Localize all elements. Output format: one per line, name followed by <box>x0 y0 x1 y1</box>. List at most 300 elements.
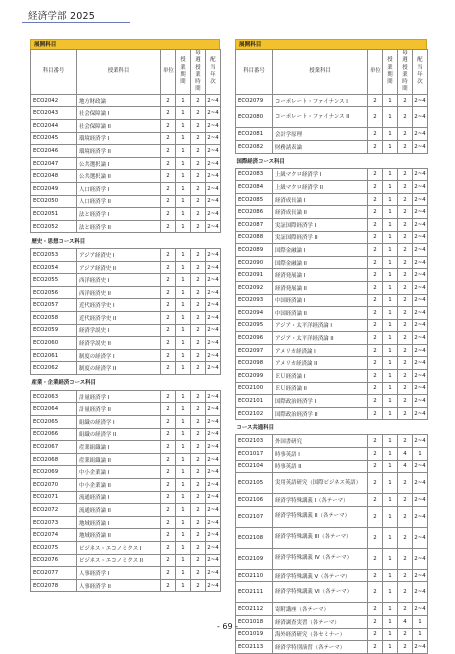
course-name: 産業組織論 II <box>77 453 161 466</box>
course-name: 国際金融論 II <box>273 256 368 269</box>
credits: 2 <box>161 529 176 542</box>
year: 2~4 <box>413 244 428 257</box>
credits: 2 <box>161 220 176 233</box>
course-code: ECO2063 <box>31 390 77 403</box>
term: 1 <box>383 244 398 257</box>
table-row <box>236 506 428 527</box>
course-code: ECO2052 <box>31 220 77 233</box>
course-name: 実証国際経済学 I <box>273 218 368 231</box>
course-code: ECO2104 <box>236 460 273 473</box>
term: 1 <box>383 473 398 494</box>
course-code: ECO2102 <box>236 407 273 420</box>
credits: 2 <box>368 244 383 257</box>
weekly-hours: 2 <box>191 195 206 208</box>
course-code: ECO2078 <box>31 579 77 592</box>
course-code: ECO2084 <box>236 181 273 194</box>
course-name: 経済学特別演習（各テーマ） <box>273 641 368 654</box>
year: 2~4 <box>206 208 221 221</box>
weekly-hours: 2 <box>398 407 413 420</box>
table-row <box>236 193 428 206</box>
weekly-hours: 2 <box>398 244 413 257</box>
course-name: 組織の経済学 II <box>77 428 161 441</box>
credits: 2 <box>368 435 383 448</box>
course-name: 実用英語研究（国際ビジネス英語） <box>273 473 368 494</box>
category-label: 国際経済コース科目 <box>236 153 428 168</box>
term: 1 <box>176 195 191 208</box>
credits: 2 <box>161 516 176 529</box>
credits: 2 <box>368 281 383 294</box>
term: 1 <box>383 506 398 527</box>
table-row <box>236 344 428 357</box>
term: 1 <box>383 357 398 370</box>
year: 2~4 <box>413 193 428 206</box>
credits: 2 <box>368 94 383 107</box>
credits: 2 <box>161 567 176 580</box>
credits: 2 <box>368 407 383 420</box>
table-row <box>31 529 221 542</box>
year: 2~4 <box>413 603 428 616</box>
credits: 2 <box>368 269 383 282</box>
table-row <box>236 473 428 494</box>
course-name: 組織の経済学 I <box>77 416 161 429</box>
course-name: 経済学特殊講義 V（各テーマ） <box>273 569 368 582</box>
credits: 2 <box>161 170 176 183</box>
category-row <box>31 233 221 249</box>
table-row <box>31 195 221 208</box>
term: 1 <box>176 479 191 492</box>
year: 2~4 <box>206 567 221 580</box>
term: 1 <box>383 256 398 269</box>
course-code: ECO2110 <box>236 569 273 582</box>
course-name: コーポレート・ファイナンス II <box>273 107 368 128</box>
term: 1 <box>383 628 398 641</box>
weekly-hours: 2 <box>398 332 413 345</box>
course-name: 中国経済論 II <box>273 307 368 320</box>
year: 2~4 <box>413 435 428 448</box>
weekly-hours: 2 <box>191 312 206 325</box>
course-code: ECO2046 <box>31 145 77 158</box>
weekly-hours: 2 <box>398 193 413 206</box>
year: 2~4 <box>413 460 428 473</box>
table-row <box>31 504 221 517</box>
year: 2~4 <box>413 407 428 420</box>
course-code: ECO2061 <box>31 349 77 362</box>
term: 1 <box>383 181 398 194</box>
term: 1 <box>383 206 398 219</box>
col-code-header: 科目番号 <box>236 50 273 95</box>
course-name: 会計学原理 <box>273 128 368 141</box>
weekly-hours: 2 <box>191 274 206 287</box>
credits: 2 <box>161 249 176 262</box>
weekly-hours: 2 <box>191 157 206 170</box>
credits: 2 <box>368 582 383 603</box>
category-row <box>236 153 428 168</box>
term: 1 <box>176 516 191 529</box>
credits: 2 <box>368 193 383 206</box>
weekly-hours: 2 <box>398 281 413 294</box>
year: 2~4 <box>413 140 428 153</box>
course-code: ECO2109 <box>236 548 273 569</box>
weekly-hours: 2 <box>191 466 206 479</box>
header-underline <box>22 22 130 23</box>
term: 1 <box>383 569 398 582</box>
credits: 2 <box>368 460 383 473</box>
weekly-hours: 2 <box>191 208 206 221</box>
table-row <box>31 479 221 492</box>
weekly-hours: 2 <box>191 286 206 299</box>
table-row <box>31 286 221 299</box>
course-name: 流通経済論 I <box>77 491 161 504</box>
term: 1 <box>383 616 398 629</box>
term: 1 <box>176 107 191 120</box>
term: 1 <box>176 299 191 312</box>
term: 1 <box>176 324 191 337</box>
year: 2~4 <box>206 182 221 195</box>
weekly-hours: 2 <box>398 94 413 107</box>
term: 1 <box>383 527 398 548</box>
year: 2~4 <box>206 416 221 429</box>
col-code-header: 科目番号 <box>31 50 77 95</box>
section-title: 展開科目 <box>235 39 427 49</box>
page-header: 経済学部 2025 <box>28 11 95 22</box>
table-row <box>31 324 221 337</box>
weekly-hours: 2 <box>191 416 206 429</box>
course-code: ECO2053 <box>31 249 77 262</box>
course-name: 公共選択論 II <box>77 170 161 183</box>
credits: 2 <box>368 107 383 128</box>
credits: 2 <box>368 357 383 370</box>
credits: 2 <box>161 157 176 170</box>
course-code: ECO2055 <box>31 274 77 287</box>
table-row <box>236 603 428 616</box>
course-name: ビジネス・エコノミクス II <box>77 554 161 567</box>
weekly-hours: 2 <box>398 548 413 569</box>
table-row <box>236 582 428 603</box>
year: 2~4 <box>413 281 428 294</box>
year: 2~4 <box>413 206 428 219</box>
year: 2~4 <box>413 569 428 582</box>
course-code: ECO2083 <box>236 168 273 181</box>
weekly-hours: 2 <box>398 319 413 332</box>
year: 1 <box>413 448 428 461</box>
year: 2~4 <box>413 94 428 107</box>
course-code: ECO2074 <box>31 529 77 542</box>
course-table <box>30 49 221 592</box>
course-name: 実証国際経済学 II <box>273 231 368 244</box>
year: 1 <box>413 616 428 629</box>
table-row <box>31 274 221 287</box>
col-credits-header: 単位 <box>368 50 383 95</box>
term: 1 <box>176 94 191 107</box>
weekly-hours: 2 <box>398 582 413 603</box>
table-row <box>31 94 221 107</box>
course-name: 中小企業論 I <box>77 466 161 479</box>
course-name: 経済学特殊講義 VI（各テーマ） <box>273 582 368 603</box>
year: 2~4 <box>206 554 221 567</box>
weekly-hours: 2 <box>398 370 413 383</box>
credits: 2 <box>161 403 176 416</box>
term: 1 <box>383 128 398 141</box>
term: 1 <box>176 286 191 299</box>
weekly-hours: 2 <box>398 107 413 128</box>
table-row <box>31 182 221 195</box>
year: 2~4 <box>206 491 221 504</box>
course-code: ECO2062 <box>31 362 77 375</box>
term: 1 <box>383 382 398 395</box>
course-name: 西洋経済史 I <box>77 274 161 287</box>
table-row <box>31 145 221 158</box>
term: 1 <box>176 491 191 504</box>
table-row <box>31 157 221 170</box>
table-row <box>31 208 221 221</box>
course-code: ECO2087 <box>236 218 273 231</box>
year: 2~4 <box>413 548 428 569</box>
course-code: ECO2111 <box>236 582 273 603</box>
credits: 2 <box>368 616 383 629</box>
weekly-hours: 2 <box>398 569 413 582</box>
course-code: ECO2103 <box>236 435 273 448</box>
term: 1 <box>176 132 191 145</box>
weekly-hours: 2 <box>191 182 206 195</box>
credits: 2 <box>368 628 383 641</box>
weekly-hours: 2 <box>191 132 206 145</box>
year: 2~4 <box>206 579 221 592</box>
term: 1 <box>176 249 191 262</box>
course-code: ECO2056 <box>31 286 77 299</box>
credits: 2 <box>368 448 383 461</box>
course-name: アメリカ経済論 II <box>273 357 368 370</box>
credits: 2 <box>368 256 383 269</box>
credits: 2 <box>161 441 176 454</box>
credits: 2 <box>161 453 176 466</box>
course-name: 計量経済学 II <box>77 403 161 416</box>
course-name: 人口経済学 II <box>77 195 161 208</box>
year: 2~4 <box>413 473 428 494</box>
year: 2~4 <box>206 403 221 416</box>
course-name: 産業組織論 I <box>77 441 161 454</box>
weekly-hours: 2 <box>191 170 206 183</box>
course-code: ECO2048 <box>31 170 77 183</box>
credits: 2 <box>368 473 383 494</box>
year: 2~4 <box>206 145 221 158</box>
term: 1 <box>383 281 398 294</box>
year: 2~4 <box>413 294 428 307</box>
table-row <box>31 554 221 567</box>
course-name: 近代経済学史 I <box>77 299 161 312</box>
year: 2~4 <box>206 529 221 542</box>
table-row <box>236 332 428 345</box>
course-name: 時事英語 II <box>273 460 368 473</box>
course-name: アジア経済史 II <box>77 261 161 274</box>
year: 2~4 <box>413 582 428 603</box>
course-code: ECO2067 <box>31 441 77 454</box>
course-code: ECO2096 <box>236 332 273 345</box>
course-code: ECO2068 <box>31 453 77 466</box>
col-weekly-header: 毎週授業時間 <box>398 50 413 95</box>
year: 2~4 <box>413 357 428 370</box>
credits: 2 <box>161 428 176 441</box>
weekly-hours: 2 <box>191 324 206 337</box>
course-name: 寄附講座（各テーマ） <box>273 603 368 616</box>
credits: 2 <box>161 119 176 132</box>
credits: 2 <box>368 548 383 569</box>
course-code: ECO2082 <box>236 140 273 153</box>
course-name: 社会保障論 II <box>77 119 161 132</box>
year: 2~4 <box>413 319 428 332</box>
credits: 2 <box>368 319 383 332</box>
weekly-hours: 2 <box>398 307 413 320</box>
year: 2~4 <box>206 428 221 441</box>
table-row <box>31 516 221 529</box>
term: 1 <box>176 441 191 454</box>
course-name: ＥＵ経済論 II <box>273 382 368 395</box>
course-code: ECO2064 <box>31 403 77 416</box>
left-course-table <box>30 39 220 592</box>
weekly-hours: 4 <box>398 616 413 629</box>
category-label: 歴史・思想コース科目 <box>31 233 221 249</box>
credits: 2 <box>161 504 176 517</box>
year: 2~4 <box>206 107 221 120</box>
category-label: 産業・企業経済コース科目 <box>31 375 221 391</box>
year: 2~4 <box>206 220 221 233</box>
weekly-hours: 2 <box>191 428 206 441</box>
term: 1 <box>176 208 191 221</box>
table-header-row <box>236 50 428 95</box>
course-code: ECO2069 <box>31 466 77 479</box>
weekly-hours: 2 <box>191 579 206 592</box>
term: 1 <box>176 466 191 479</box>
term: 1 <box>383 332 398 345</box>
credits: 2 <box>161 541 176 554</box>
term: 1 <box>383 193 398 206</box>
weekly-hours: 2 <box>191 453 206 466</box>
table-row <box>31 579 221 592</box>
credits: 2 <box>161 324 176 337</box>
course-name: 時事英語 I <box>273 448 368 461</box>
year: 2~4 <box>206 119 221 132</box>
course-code: ECO2077 <box>31 567 77 580</box>
term: 1 <box>383 218 398 231</box>
course-code: ECO2051 <box>31 208 77 221</box>
credits: 2 <box>368 344 383 357</box>
term: 1 <box>176 390 191 403</box>
course-name: 国際政治経済学 II <box>273 407 368 420</box>
course-code: ECO2097 <box>236 344 273 357</box>
credits: 2 <box>368 506 383 527</box>
credits: 2 <box>161 390 176 403</box>
credits: 2 <box>368 641 383 654</box>
credits: 2 <box>161 145 176 158</box>
course-name: アジア・太平洋経済論 I <box>273 319 368 332</box>
credits: 2 <box>368 332 383 345</box>
weekly-hours: 2 <box>191 94 206 107</box>
weekly-hours: 2 <box>191 491 206 504</box>
category-label: コース共通科目 <box>236 420 428 435</box>
term: 1 <box>383 582 398 603</box>
term: 1 <box>176 312 191 325</box>
course-code: ECO2066 <box>31 428 77 441</box>
weekly-hours: 2 <box>191 299 206 312</box>
course-name: 経済学説史 II <box>77 337 161 350</box>
term: 1 <box>383 494 398 507</box>
credits: 2 <box>368 231 383 244</box>
term: 1 <box>383 460 398 473</box>
year: 2~4 <box>206 541 221 554</box>
weekly-hours: 2 <box>191 362 206 375</box>
year: 2~4 <box>206 362 221 375</box>
course-code: ECO2105 <box>236 473 273 494</box>
course-name: 海外経済研究（各セミナー） <box>273 628 368 641</box>
table-row <box>31 299 221 312</box>
course-code: ECO2091 <box>236 269 273 282</box>
weekly-hours: 2 <box>398 269 413 282</box>
credits: 2 <box>161 337 176 350</box>
credits: 2 <box>161 208 176 221</box>
term: 1 <box>176 554 191 567</box>
course-name: 法と経済学 I <box>77 208 161 221</box>
term: 1 <box>383 231 398 244</box>
course-name: 社会保障論 I <box>77 107 161 120</box>
year: 2~4 <box>413 494 428 507</box>
course-code: ECO2042 <box>31 94 77 107</box>
weekly-hours: 2 <box>191 119 206 132</box>
credits: 2 <box>161 491 176 504</box>
course-code: ECO2075 <box>31 541 77 554</box>
term: 1 <box>383 641 398 654</box>
credits: 2 <box>368 569 383 582</box>
course-code: ECO2094 <box>236 307 273 320</box>
weekly-hours: 2 <box>191 479 206 492</box>
course-name: 経済調査実習（各テーマ） <box>273 616 368 629</box>
table-row <box>236 382 428 395</box>
year: 2~4 <box>413 128 428 141</box>
weekly-hours: 2 <box>191 220 206 233</box>
course-code: ECO2060 <box>31 337 77 350</box>
course-name: ビジネス・エコノミクス I <box>77 541 161 554</box>
credits: 2 <box>161 132 176 145</box>
table-row <box>236 370 428 383</box>
course-code: ECO2107 <box>236 506 273 527</box>
table-row <box>31 390 221 403</box>
table-row <box>236 128 428 141</box>
col-term-header: 授業期間 <box>383 50 398 95</box>
term: 1 <box>176 157 191 170</box>
term: 1 <box>383 319 398 332</box>
course-code: ECO2081 <box>236 128 273 141</box>
year: 2~4 <box>413 231 428 244</box>
credits: 2 <box>368 527 383 548</box>
table-row <box>236 319 428 332</box>
term: 1 <box>383 294 398 307</box>
table-row <box>236 140 428 153</box>
year: 2~4 <box>206 286 221 299</box>
term: 1 <box>383 407 398 420</box>
table-row <box>31 491 221 504</box>
credits: 2 <box>368 140 383 153</box>
term: 1 <box>176 541 191 554</box>
credits: 2 <box>368 181 383 194</box>
table-row <box>31 441 221 454</box>
table-row <box>236 307 428 320</box>
table-row <box>236 395 428 408</box>
course-name: コーポレート・ファイナンス I <box>273 94 368 107</box>
course-code: ECO1019 <box>236 628 273 641</box>
course-code: ECO2080 <box>236 107 273 128</box>
term: 1 <box>383 168 398 181</box>
year: 2~4 <box>413 307 428 320</box>
col-year-header: 配当年次 <box>413 50 428 95</box>
year: 2~4 <box>413 527 428 548</box>
